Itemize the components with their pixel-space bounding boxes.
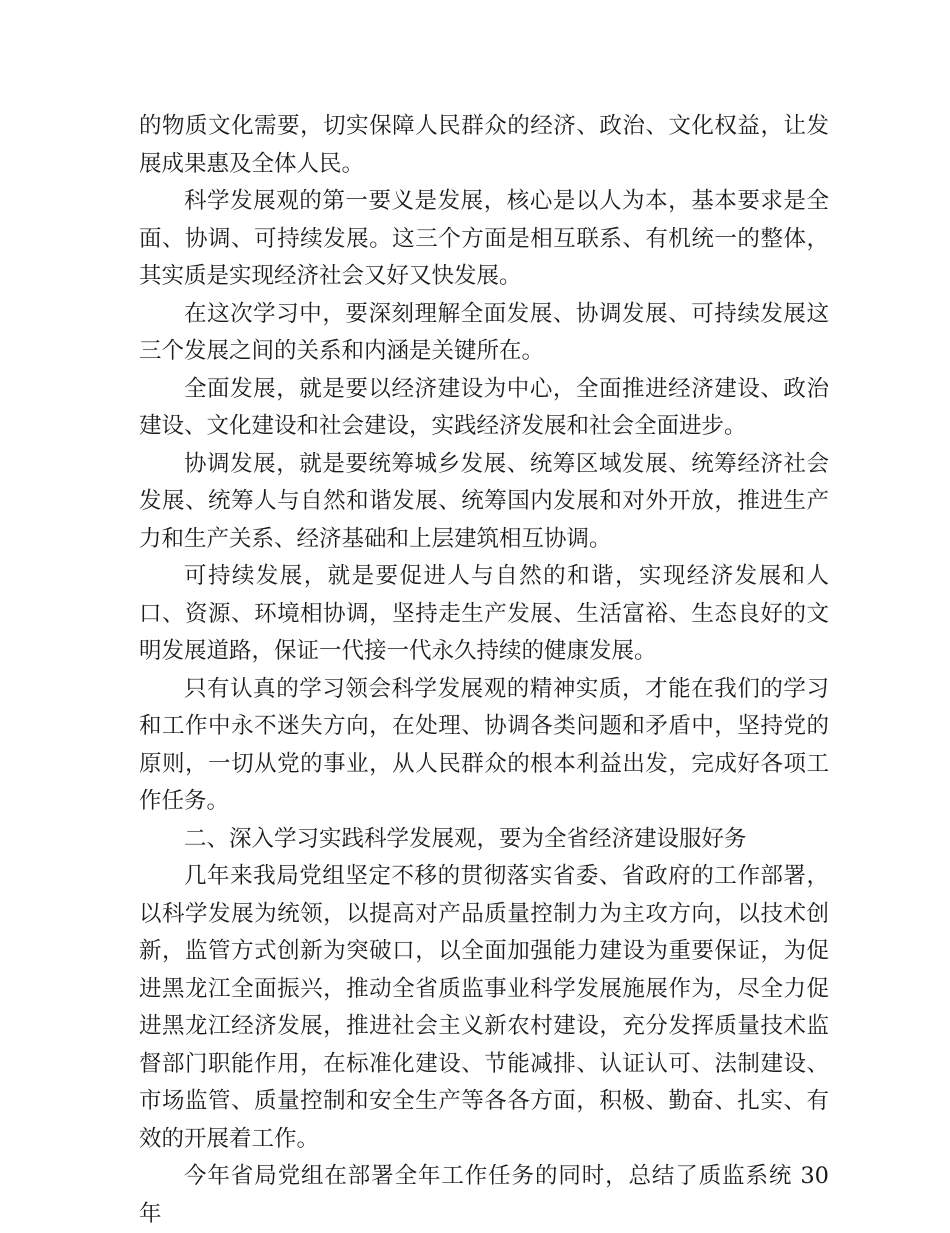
document-body [139, 108, 829, 1233]
paragraph-9: 几年来我局党组坚定不移的贯彻落实省委、省政府的工作部署，以科学发展为统领，以提高对产品质量控制力为主攻方向，以技术创新，监管方式创新为突破口，以全面加强能力建设为重要保证，为促进黑龙江全面振兴，推动全省质监事业科学发展施展作为，尽全力促进黑龙江经济发展，推进社会主义新农村建设，充分发挥质量技术监督部门职能作用，在标准化建设、节能减排、认证认可、法制建设、市场监管、质量控制和安全生产等各各方面，积极、勤奋、扎实、有效的开展着工作。 [139, 863, 829, 1152]
paragraph-10: 今年省局党组在部署全年工作任务的同时，总结了质监系统 30 年 [139, 1163, 829, 1227]
paragraph-5: 协调发展，就是要统筹城乡发展、统筹区域发展、统筹经济社会发展、统筹人与自然和谐发展、统筹国内发展和对外开放，推进生产力和生产关系、经济基础和上层建筑相互协调。 [139, 450, 829, 552]
paragraph-7: 只有认真的学习领会科学发展观的精神实质，才能在我们的学习和工作中永不迷失方向，在处理、协调各类问题和矛盾中，坚持党的原则，一切从党的事业，从人民群众的根本利益出发，完成好各项工作任务。 [139, 675, 829, 814]
paragraph-2: 科学发展观的第一要义是发展，核心是以人为本，基本要求是全面、协调、可持续发展。这三个方面是相互联系、有机统一的整体，其实质是实现经济社会又好又快发展。 [139, 188, 829, 289]
paragraph-1: 的物质文化需要，切实保障人民群众的经济、政治、文化权益，让发展成果惠及全体人民。 [139, 113, 829, 177]
paragraph-6: 可持续发展，就是要促进人与自然的和谐，实现经济发展和人口、资源、环境相协调，坚持走生产发展、生活富裕、生态良好的文明发展道路，保证一代接一代永久持续的健康发展。 [139, 563, 829, 664]
section-heading: 二、深入学习实践科学发展观，要为全省经济建设服好务 [184, 825, 747, 852]
paragraph-3: 在这次学习中，要深刻理解全面发展、协调发展、可持续发展这三个发展之间的关系和内涵是关键所在。 [139, 300, 829, 364]
paragraph-4: 全面发展，就是要以经济建设为中心，全面推进经济建设、政治建设、文化建设和社会建设，实践经济发展和社会全面进步。 [139, 375, 829, 439]
